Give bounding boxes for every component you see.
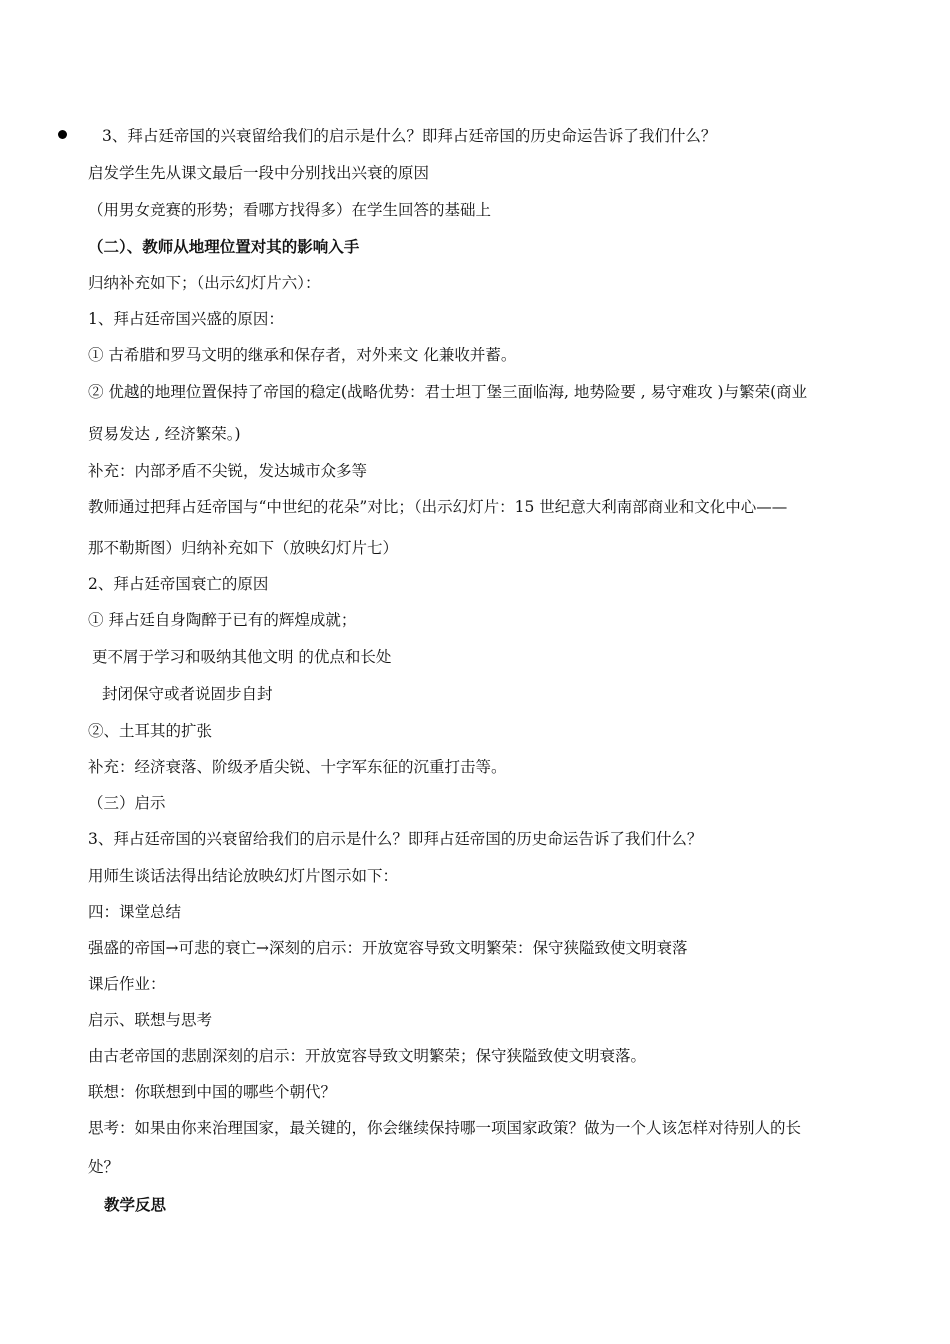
section-heading: 教学反思 [104,1195,167,1214]
text-line: 更不屑于学习和吸纳其他文明 的优点和长处 [92,648,392,666]
text-line: 1、拜占廷帝国兴盛的原因： [88,310,284,328]
text-line: 那不勒斯图）归纳补充如下（放映幻灯片七） [88,539,399,557]
text-line: 思考：如果由你来治理国家，最关键的，你会继续保持哪一项国家政策？做为一个人该怎样对待别人的长 [88,1119,802,1137]
text-line: 处？ [88,1158,120,1176]
text-line: 启发学生先从课文最后一段中分别找出兴衰的原因 [88,164,430,182]
text-line: 联想：你联想到中国的哪些个朝代？ [88,1083,337,1101]
bullet-icon [58,130,67,139]
section-heading: （二）、教师从地理位置对其的影响入手 [88,237,360,256]
text-line: （用男女竞赛的形势；看哪方找得多）在学生回答的基础上 [88,201,492,219]
text-line: ① 拜占廷自身陶醉于已有的辉煌成就； [88,611,357,629]
text-line: 3、拜占廷帝国的兴衰留给我们的启示是什么？即拜占廷帝国的历史命运告诉了我们什么？ [88,830,703,848]
text-line: ②、土耳其的扩张 [88,722,213,740]
text-line: 封闭保守或者说固步自封 [102,685,273,703]
section-heading: 四：课堂总结 [88,903,182,921]
text-line: 用师生谈话法得出结论放映幻灯片图示如下： [88,867,399,885]
text-line: 教师通过把拜占廷帝国与“中世纪的花朵”对比；（出示幻灯片：15 世纪意大利南部商业和文化中心—— [88,498,788,516]
text-line: ① 古希腊和罗马文明的继承和保存者，对外来文 化兼收并蓄。 [88,346,517,364]
text-line: 3、拜占廷帝国的兴衰留给我们的启示是什么？即拜占廷帝国的历史命运告诉了我们什么？ [102,127,717,145]
text-line: 补充：内部矛盾不尖锐，发达城市众多等 [88,462,368,480]
text-line: 启示、联想与思考 [88,1011,213,1029]
text-line: 2、拜占廷帝国衰亡的原因 [88,575,269,593]
section-heading: （三）启示 [88,794,166,812]
text-line: ② 优越的地理位置保持了帝国的稳定(战略优势：君士坦丁堡三面临海, 地势险要 , 易守难攻 )与繁荣(商业 [88,383,808,401]
text-line: 强盛的帝国→可悲的衰亡→深刻的启示：开放宽容导致文明繁荣：保守狭隘致使文明衰落 [88,939,688,957]
section-heading: 课后作业： [88,975,166,993]
text-line: 由古老帝国的悲剧深刻的启示：开放宽容导致文明繁荣；保守狭隘致使文明衰落。 [88,1047,647,1065]
text-line: 补充：经济衰落、阶级矛盾尖锐、十字军东征的沉重打击等。 [88,758,507,776]
text-line: 归纳补充如下；（出示幻灯片六）： [88,274,321,292]
text-line: 贸易发达 , 经济繁荣。) [88,425,241,443]
